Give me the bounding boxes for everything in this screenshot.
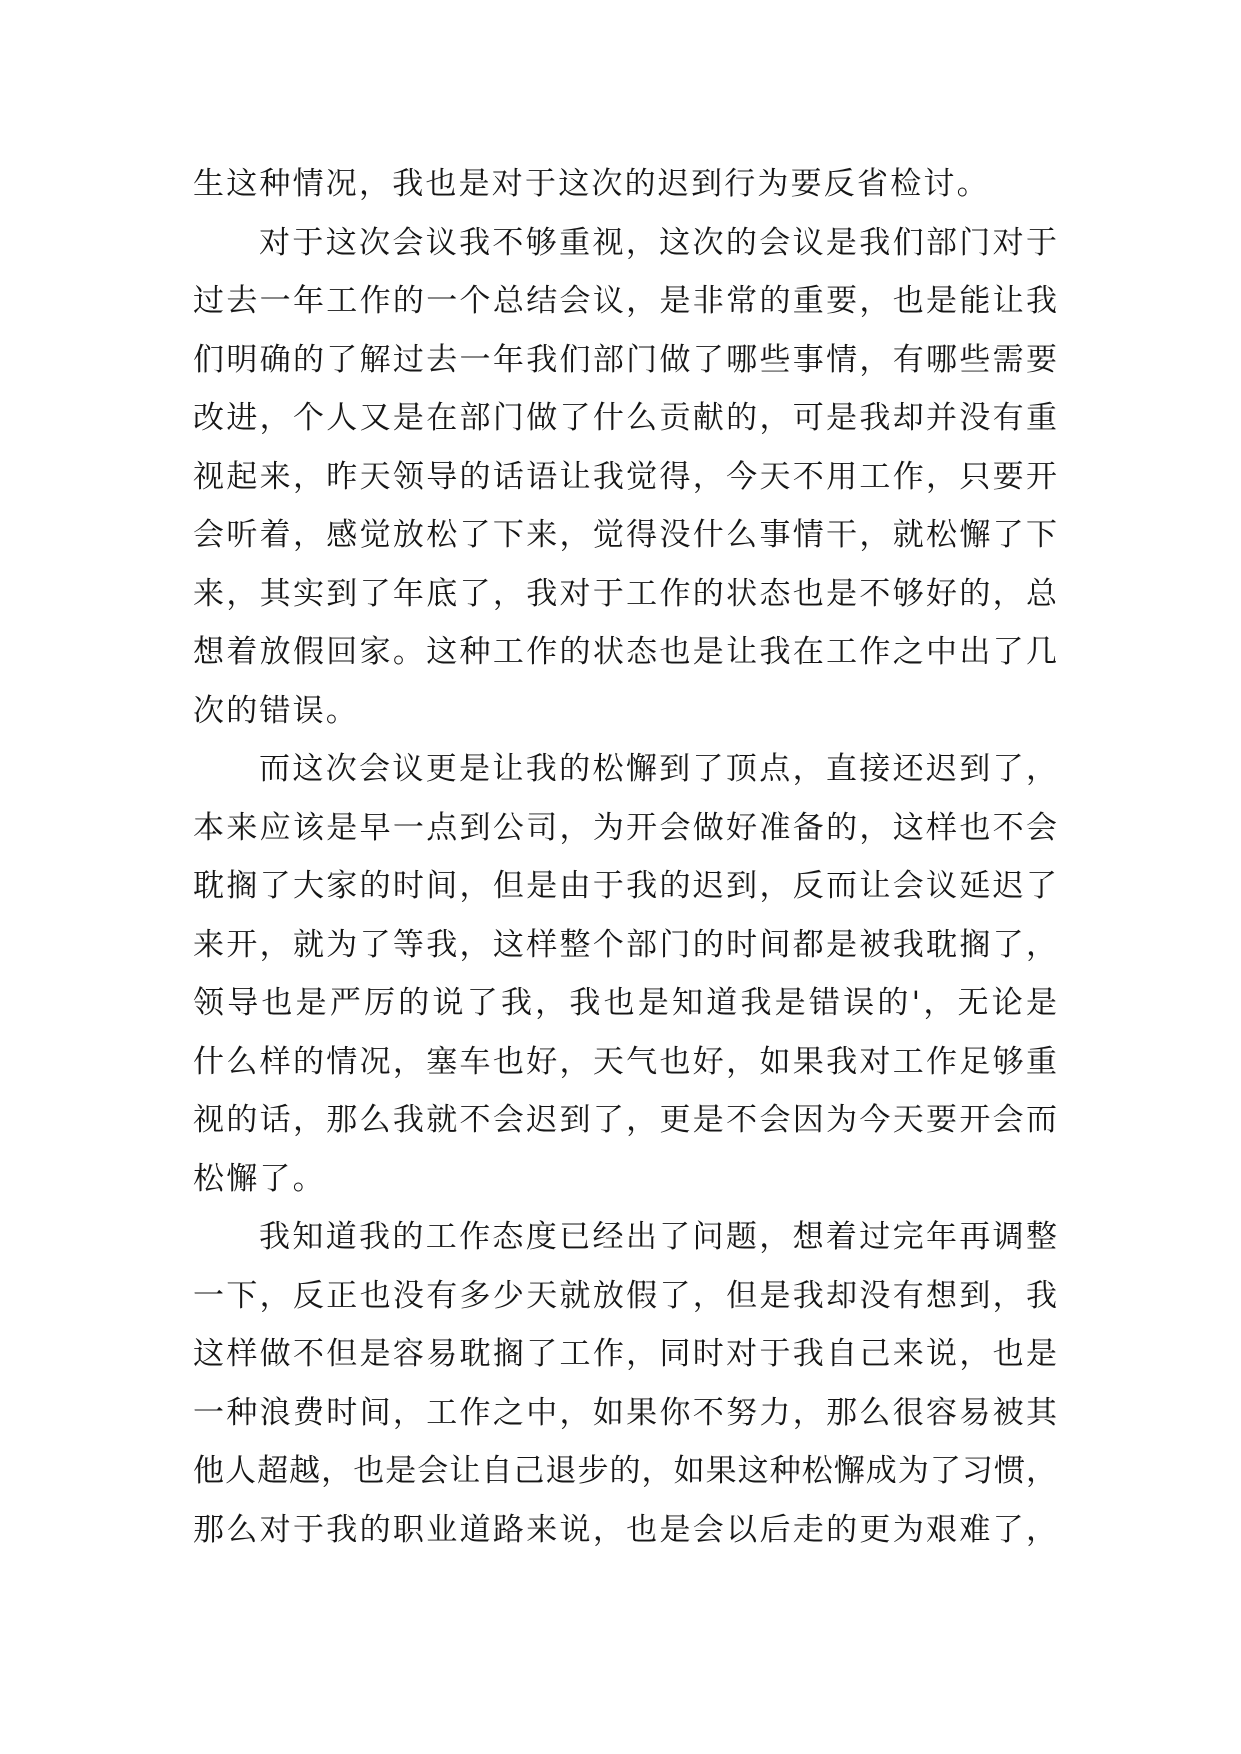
text-line: 什么样的情况，塞车也好，天气也好，如果我对工作足够重 <box>193 1043 1057 1080</box>
paragraph <box>193 155 1057 214</box>
text-line: 这样做不但是容易耽搁了工作，同时对于我自己来说，也是 <box>193 1336 1057 1372</box>
text-line: 改进，个人又是在部门做了什么贡献的，可是我却并没有重 <box>193 400 1057 436</box>
text-line: 一下，反正也没有多少天就放假了，但是我却没有想到，我 <box>193 1277 1057 1314</box>
text-line: 来开，就为了等我，这样整个部门的时间都是被我耽搁了， <box>193 926 1057 963</box>
text-line: 视的话，那么我就不会迟到了，更是不会因为今天要开会而 <box>193 1102 1057 1138</box>
text-line: 过去一年工作的一个总结会议，是非常的重要，也是能让我 <box>193 283 1057 319</box>
text-line: 对于这次会议我不够重视，这次的会议是我们部门对于 <box>259 224 1057 261</box>
document-body <box>193 155 1057 1559</box>
text-line: 次的错误。 <box>193 692 359 729</box>
text-line: 视起来，昨天领导的话语让我觉得，今天不用工作，只要开 <box>193 458 1057 495</box>
text-line: 那么对于我的职业道路来说，也是会以后走的更为艰难了， <box>193 1511 1057 1548</box>
text-line: 们明确的了解过去一年我们部门做了哪些事情，有哪些需要 <box>193 341 1057 378</box>
text-line: 领导也是严厉的说了我，我也是知道我是错误的'，无论是 <box>193 985 1057 1021</box>
paragraph <box>193 740 1057 1208</box>
text-line: 会听着，感觉放松了下来，觉得没什么事情干，就松懈了下 <box>193 517 1057 553</box>
text-line: 生这种情况，我也是对于这次的迟到行为要反省检讨。 <box>193 166 990 202</box>
paragraph <box>193 1208 1057 1559</box>
paragraph <box>193 214 1057 741</box>
text-line: 耽搁了大家的时间，但是由于我的迟到，反而让会议延迟了 <box>193 868 1057 904</box>
text-line: 一种浪费时间，工作之中，如果你不努力，那么很容易被其 <box>193 1394 1057 1431</box>
text-line: 而这次会议更是让我的松懈到了顶点，直接还迟到了， <box>259 751 1057 787</box>
text-line: 我知道我的工作态度已经出了问题，想着过完年再调整 <box>259 1219 1057 1255</box>
text-line: 本来应该是早一点到公司，为开会做好准备的，这样也不会 <box>193 809 1057 846</box>
text-line: 松懈了。 <box>193 1160 326 1197</box>
text-line: 来，其实到了年底了，我对于工作的状态也是不够好的，总 <box>193 575 1057 612</box>
text-line: 他人超越，也是会让自己退步的，如果这种松懈成为了习惯， <box>193 1453 1057 1489</box>
text-line: 想着放假回家。这种工作的状态也是让我在工作之中出了几 <box>193 634 1057 670</box>
